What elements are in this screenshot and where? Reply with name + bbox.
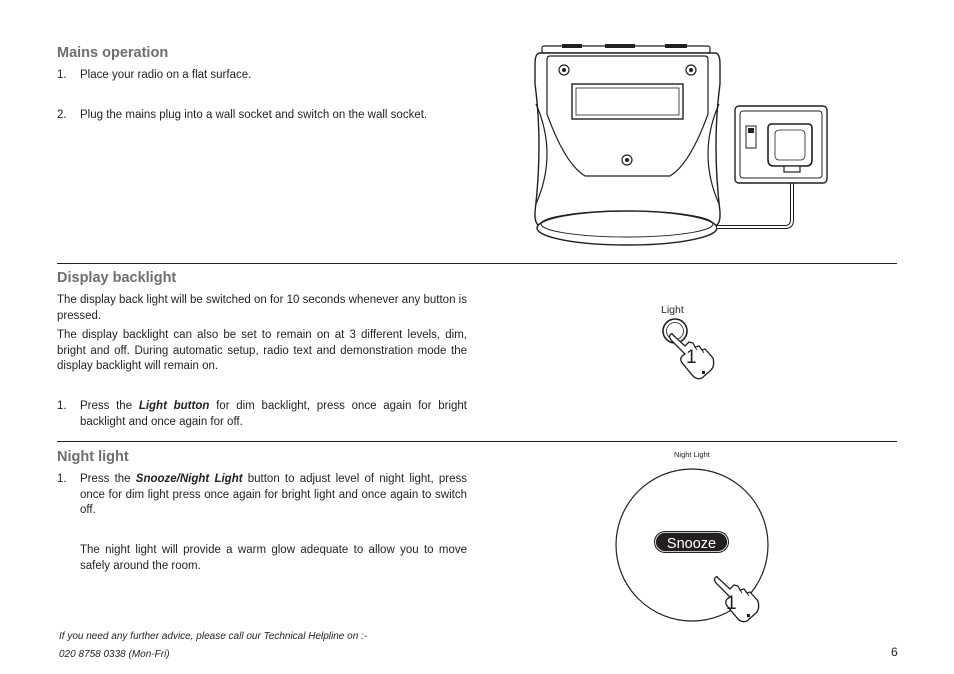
step-text: Press the Snooze/Night Light button to adjust level of night light, press once for dim light press once again for bright light and once again to switch off. <box>80 473 467 516</box>
snooze-button-label: Snooze/Night Light <box>135 473 243 485</box>
page-number: 6 <box>891 645 898 659</box>
snooze-button-illustration <box>610 446 780 631</box>
step-number: 2. <box>57 109 67 121</box>
radio-illustration <box>530 44 830 249</box>
snooze-button-text: Snooze <box>666 536 717 552</box>
nightlight-step-1 <box>57 472 467 519</box>
step-text: Plug the mains plug into a wall socket and switch on the wall socket. <box>80 109 428 121</box>
backlight-step-1 <box>57 399 467 430</box>
mains-step-2 <box>57 108 467 124</box>
step-number-badge: 1 <box>726 593 737 614</box>
nightlight-paragraph: The night light will provide a warm glow adequate to allow you to move safely around the room. <box>80 544 467 572</box>
mains-step-1 <box>57 68 467 84</box>
step-number: 1. <box>57 69 67 81</box>
footer-helpline-text: If you need any further advice, please call our Technical Helpline on :- <box>59 631 368 642</box>
section-heading-mains: Mains operation <box>57 45 169 61</box>
step-number: 1. <box>57 400 67 412</box>
light-button-label: Light button <box>138 400 210 412</box>
footer-phone-number: 020 8758 0338 (Mon-Fri) <box>59 649 170 660</box>
section-divider <box>57 263 897 264</box>
step-number: 1. <box>57 473 67 485</box>
step-text: Place your radio on a flat surface. <box>80 69 252 81</box>
wall-socket-icon <box>735 106 827 183</box>
night-light-label: Night Light <box>674 450 710 459</box>
section-heading-backlight: Display backlight <box>57 270 177 286</box>
light-button-illustration <box>655 300 730 385</box>
step-number-badge: 1 <box>686 347 697 368</box>
backlight-paragraph-1: The display back light will be switched on for 10 seconds whenever any button is pressed. <box>57 294 467 322</box>
section-divider <box>57 441 897 442</box>
backlight-paragraph-2: The display backlight can also be set to remain on at 3 different levels, dim, bright and off. During automatic setup, radio text and demonstration mode the display backlight will remain on. <box>57 329 467 372</box>
step-text: Press the Light button for dim backlight, press once again for bright backlight and once again for off. <box>80 400 467 428</box>
section-heading-nightlight: Night light <box>57 449 129 465</box>
light-label: Light <box>661 304 684 316</box>
